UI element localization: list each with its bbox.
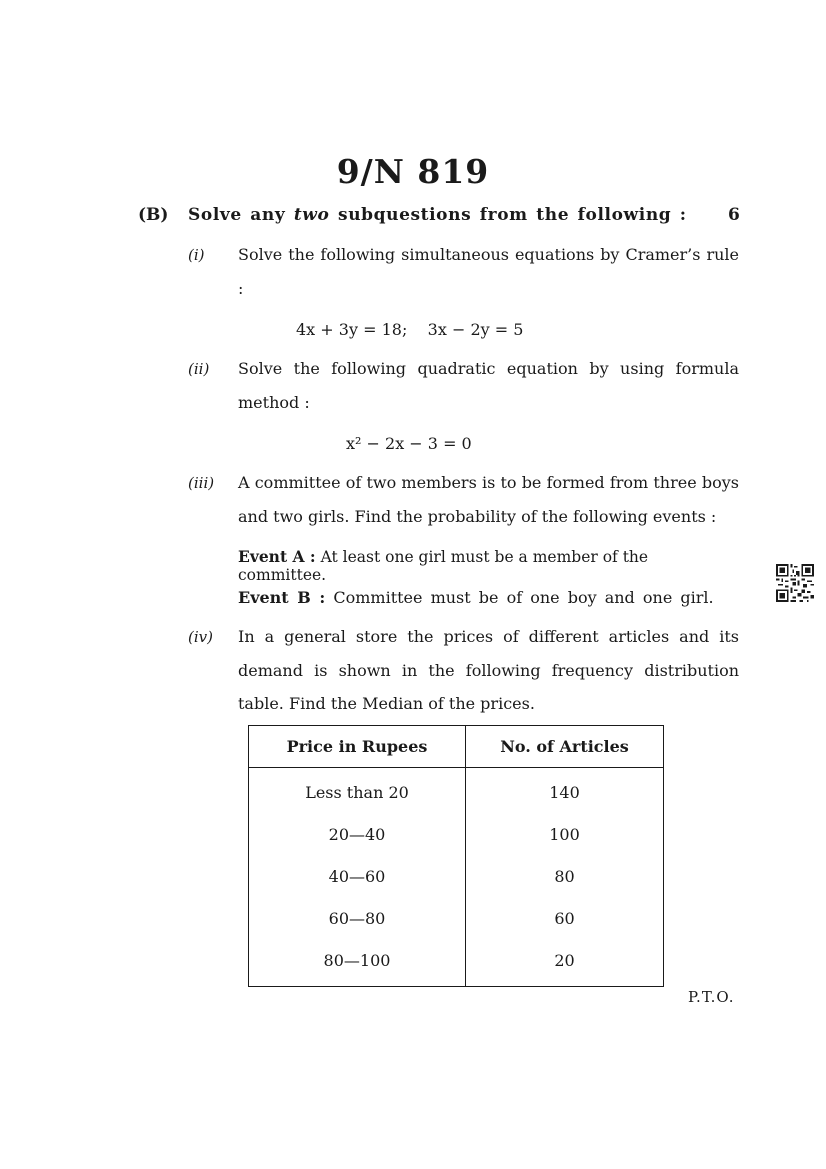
column-header-articles: No. of Articles <box>466 726 664 768</box>
event-a-label: Event A : <box>238 547 316 566</box>
column-header-price: Price in Rupees <box>249 726 466 768</box>
section-instruction-post: subquestions from the following : <box>329 205 687 225</box>
table-header-row <box>249 726 664 768</box>
price-cell: 40—60 <box>249 855 466 897</box>
event-b <box>238 588 739 607</box>
question-1-text: Solve the following simultaneous equations by Cramer’s rule : <box>238 245 739 298</box>
paper-code: 9/N 819 <box>336 152 490 191</box>
question-3-number: (iii) <box>188 474 215 492</box>
articles-cell: 100 <box>549 824 580 844</box>
event-b-label: Event B : <box>238 588 326 607</box>
section-label: (B) <box>138 205 169 225</box>
articles-cell: 60 <box>554 908 575 928</box>
section-instruction-pre: Solve any <box>188 205 294 225</box>
price-cell: 20—40 <box>249 813 466 855</box>
table-row <box>249 939 664 987</box>
articles-cell: 80 <box>554 866 575 886</box>
event-a <box>238 547 739 584</box>
qr-code-icon <box>776 564 814 602</box>
articles-cell: 140 <box>549 782 580 802</box>
section-marks: 6 <box>728 205 740 225</box>
event-b-text: Committee must be of one boy and one girl. <box>325 588 714 607</box>
question-1-number: (i) <box>188 246 205 264</box>
question-2-equation: x² − 2x − 3 = 0 <box>346 434 472 453</box>
page-turn-over-note: P.T.O. <box>688 988 735 1006</box>
question-1-equation: 4x + 3y = 18; 3x − 2y = 5 <box>296 320 524 339</box>
frequency-table <box>248 725 664 987</box>
table-row <box>249 897 664 939</box>
table-row <box>249 855 664 897</box>
section-instruction <box>188 205 687 225</box>
price-cell: Less than 20 <box>249 768 466 814</box>
question-2-text: Solve the following quadratic equation by using formula method : <box>238 359 739 412</box>
event-a-text: At least one girl must be a member of the committee. <box>238 548 649 584</box>
price-cell: 60—80 <box>249 897 466 939</box>
question-4-number: (iv) <box>188 628 213 646</box>
table-row <box>249 768 664 814</box>
question-4-text: In a general store the prices of different articles and its demand is shown in the following frequency distribution table. Find the Median of the prices. <box>238 627 739 713</box>
question-2-number: (ii) <box>188 360 210 378</box>
table-row <box>249 813 664 855</box>
section-instruction-emphasis: two <box>293 205 330 225</box>
articles-cell: 20 <box>554 950 575 970</box>
price-cell: 80—100 <box>249 939 466 987</box>
question-3-text: A committee of two members is to be formed from three boys and two girls. Find the probability of the following events : <box>238 473 739 526</box>
